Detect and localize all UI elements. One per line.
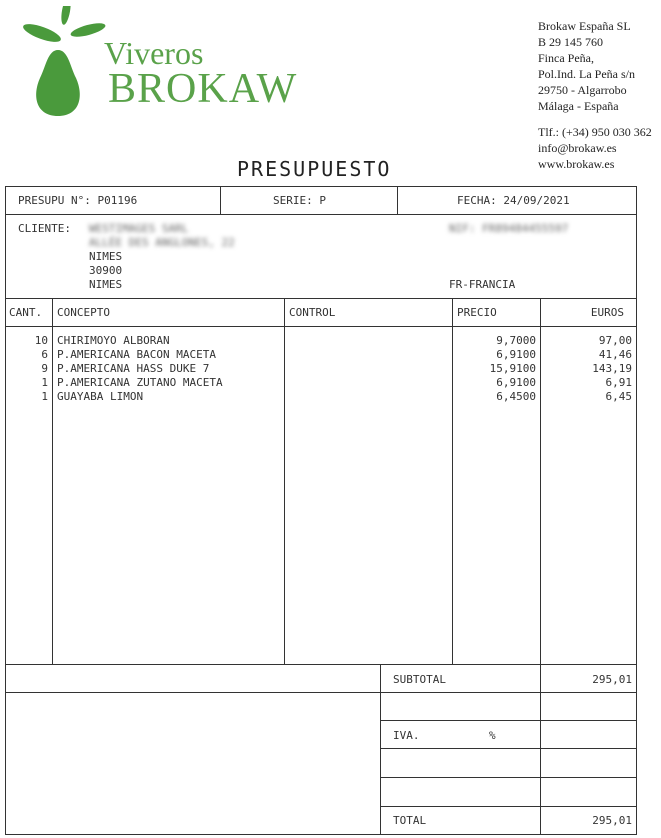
divider: [380, 720, 636, 721]
col-divider: [540, 298, 541, 835]
iva-label: IVA.: [393, 729, 420, 742]
client-label: CLIENTE:: [18, 222, 71, 235]
company-website[interactable]: www.brokaw.es: [538, 157, 615, 171]
page-title: PRESUPUESTO: [237, 157, 392, 181]
item-cant: 1: [41, 390, 48, 403]
divider: [5, 298, 636, 299]
logo-word-brokaw: BROKAW: [108, 66, 298, 112]
item-euros: 143,19: [592, 362, 632, 375]
client-street: ALLÉE DES ANGLONES, 22: [89, 236, 235, 249]
items-precio: [456, 334, 536, 404]
col-precio: PRECIO: [457, 306, 497, 319]
subtotal-value: 295,01: [592, 673, 632, 686]
item-cant: 1: [41, 376, 48, 389]
item-concepto: GUAYABA LIMON: [57, 390, 144, 403]
col-concepto: CONCEPTO: [57, 306, 110, 319]
col-divider: [52, 298, 53, 664]
client-name: WESTIMAGES SARL: [89, 222, 189, 235]
item-concepto: CHIRIMOYO ALBORAN: [57, 334, 170, 347]
client-country: FR-FRANCIA: [449, 278, 516, 291]
company-line: Málaga - España: [538, 99, 619, 113]
col-control: CONTROL: [289, 306, 336, 319]
brokaw-logo: [18, 6, 318, 118]
frame-left: [5, 186, 6, 835]
item-precio: 15,9100: [489, 362, 536, 375]
frame-right: [636, 186, 637, 835]
frame-top: [5, 186, 636, 187]
divider: [5, 664, 636, 665]
col-divider: [380, 664, 381, 835]
client-city2: NIMES: [89, 278, 123, 291]
company-address: [538, 18, 635, 114]
divider: [397, 186, 398, 214]
logo-word-viveros: Viveros: [104, 35, 204, 71]
item-cant: 9: [41, 362, 48, 375]
item-precio: 9,7000: [496, 334, 536, 347]
divider: [5, 692, 636, 693]
company-line: B 29 145 760: [538, 35, 604, 49]
frame-bottom: [5, 834, 636, 835]
items-cant: [6, 334, 48, 404]
item-cant: 10: [34, 334, 48, 347]
divider: [220, 186, 221, 214]
company-line: 29750 - Algarrobo: [538, 83, 627, 97]
fecha: FECHA: 24/09/2021: [457, 194, 570, 207]
divider: [380, 748, 636, 749]
col-divider: [452, 298, 453, 664]
item-euros: 6,45: [605, 390, 632, 403]
item-precio: 6,9100: [496, 376, 536, 389]
client-city: NIMES: [89, 250, 123, 263]
client-postcode: 30900: [89, 264, 123, 277]
subtotal-label: SUBTOTAL: [393, 673, 446, 686]
iva-percent: %: [489, 729, 496, 742]
divider: [380, 777, 636, 778]
company-contact: [538, 124, 652, 172]
col-cant: CANT.: [9, 306, 43, 319]
item-precio: 6,4500: [496, 390, 536, 403]
company-line: Brokaw España SL: [538, 19, 631, 33]
company-line: Pol.Ind. La Peña s/n: [538, 67, 635, 81]
divider: [380, 806, 636, 807]
col-divider: [284, 298, 285, 664]
item-euros: 97,00: [598, 334, 632, 347]
col-euros: EUROS: [590, 306, 624, 319]
item-euros: 41,46: [598, 348, 632, 361]
client-address-block: [89, 222, 235, 292]
item-concepto: P.AMERICANA BACON MACETA: [57, 348, 216, 361]
item-euros: 6,91: [605, 376, 632, 389]
total-label: TOTAL: [393, 814, 427, 827]
divider: [5, 326, 636, 327]
item-concepto: P.AMERICANA HASS DUKE 7: [57, 362, 210, 375]
items-euros: [544, 334, 632, 404]
total-value: 295,01: [592, 814, 632, 827]
item-cant: 6: [41, 348, 48, 361]
company-email[interactable]: info@brokaw.es: [538, 141, 617, 155]
company-line: Finca Peña,: [538, 51, 594, 65]
divider: [5, 214, 636, 215]
serie: SERIE: P: [273, 194, 326, 207]
company-phone: Tlf.: (+34) 950 030 362: [538, 125, 652, 139]
client-nif: NIF: FR89484455597: [449, 222, 569, 235]
item-precio: 6,9100: [496, 348, 536, 361]
presupuesto-number: PRESUPU N°: P01196: [18, 194, 138, 207]
item-concepto: P.AMERICANA ZUTANO MACETA: [57, 376, 223, 389]
items-concepto: [57, 334, 223, 404]
